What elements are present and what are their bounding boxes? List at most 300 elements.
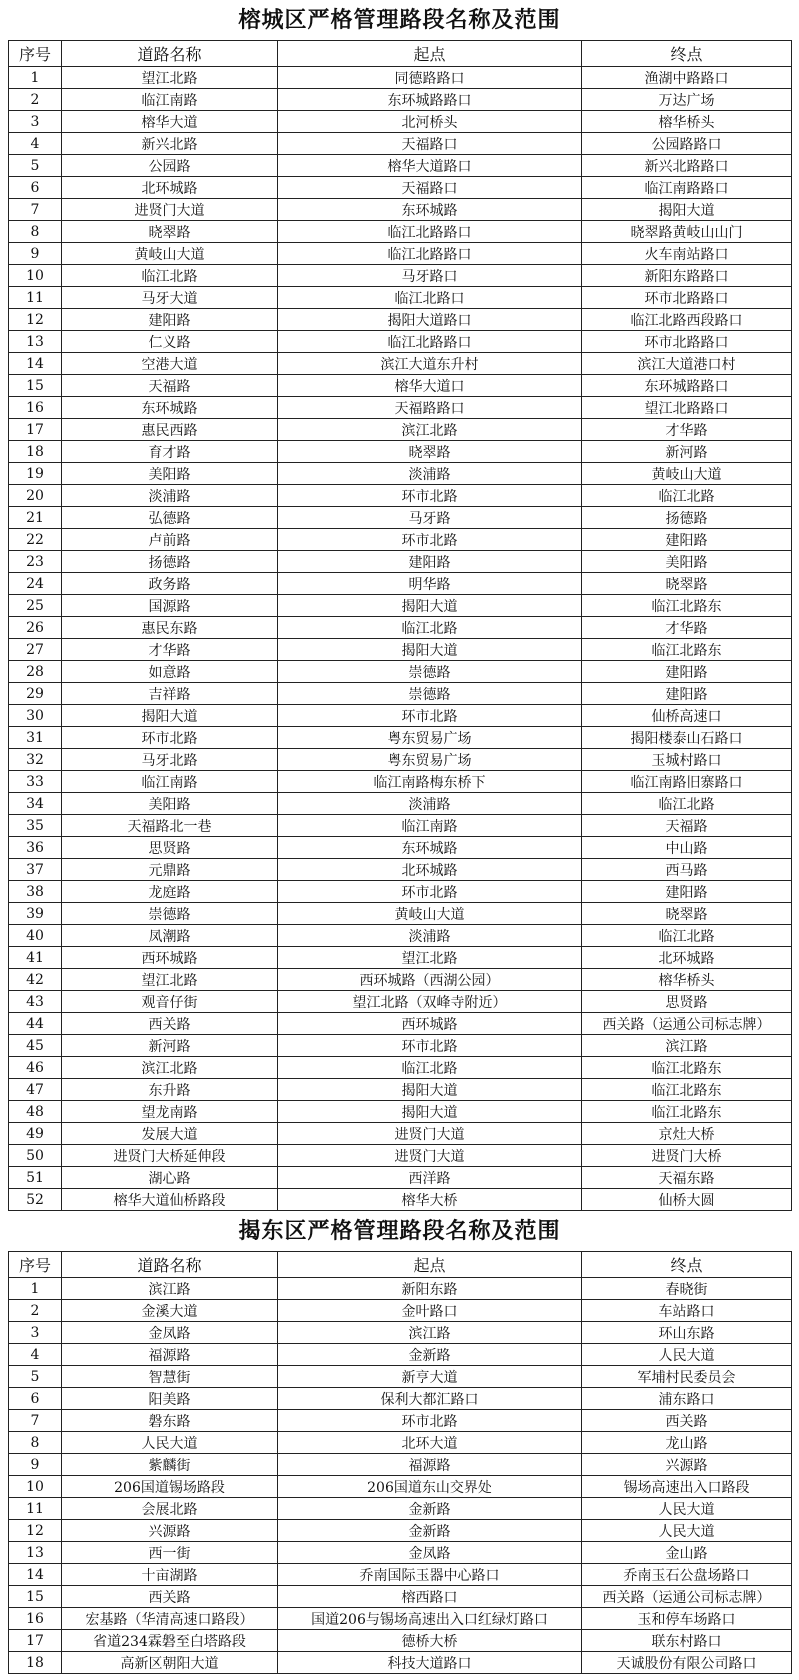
cell-end-point: 临江北路 — [582, 925, 792, 947]
cell-end-point: 春晓街 — [582, 1278, 792, 1300]
cell-start-point: 明华路 — [278, 573, 582, 595]
header-road-name: 道路名称 — [62, 41, 278, 67]
cell-end-point: 临江北路东 — [582, 1101, 792, 1123]
cell-index: 42 — [9, 969, 62, 991]
section-title-jiedong: 揭东区严格管理路段名称及范围 — [238, 1218, 561, 1244]
cell-end-point: 天福路 — [582, 815, 792, 837]
cell-index: 5 — [9, 155, 62, 177]
cell-index: 3 — [9, 111, 62, 133]
cell-start-point: 马牙路 — [278, 507, 582, 529]
cell-index: 15 — [9, 375, 62, 397]
cell-start-point: 金凤路 — [278, 1542, 582, 1564]
cell-road-name: 公园路 — [62, 155, 278, 177]
cell-index: 7 — [9, 1410, 62, 1432]
cell-end-point: 北环城路 — [582, 947, 792, 969]
cell-start-point: 临江北路口 — [278, 287, 582, 309]
table-row — [9, 375, 792, 397]
table-row — [9, 287, 792, 309]
table-row — [9, 1498, 792, 1520]
table-row — [9, 441, 792, 463]
cell-index: 27 — [9, 639, 62, 661]
cell-start-point: 进贤门大道 — [278, 1123, 582, 1145]
road-table-rongcheng — [8, 40, 792, 1211]
cell-road-name: 湖心路 — [62, 1167, 278, 1189]
road-table-jiedong — [8, 1251, 792, 1674]
table-row — [9, 463, 792, 485]
cell-index: 1 — [9, 67, 62, 89]
cell-index: 15 — [9, 1586, 62, 1608]
cell-start-point: 北环大道 — [278, 1432, 582, 1454]
cell-start-point: 崇德路 — [278, 683, 582, 705]
cell-end-point: 浦东路口 — [582, 1388, 792, 1410]
cell-end-point: 才华路 — [582, 419, 792, 441]
table-row — [9, 1013, 792, 1035]
table-row — [9, 353, 792, 375]
cell-start-point: 国道206与锡场高速出入口红绿灯路口 — [278, 1608, 582, 1630]
header-end-point: 终点 — [582, 1252, 792, 1278]
table-row — [9, 1542, 792, 1564]
cell-index: 18 — [9, 441, 62, 463]
cell-end-point: 中山路 — [582, 837, 792, 859]
table-row — [9, 309, 792, 331]
table-row — [9, 1476, 792, 1498]
cell-index: 44 — [9, 1013, 62, 1035]
table-row — [9, 1432, 792, 1454]
cell-start-point: 天福路口 — [278, 133, 582, 155]
table-body-rongcheng — [9, 67, 792, 1211]
cell-end-point: 渔湖中路路口 — [582, 67, 792, 89]
table-row — [9, 595, 792, 617]
cell-start-point: 揭阳大道 — [278, 1079, 582, 1101]
cell-end-point: 临江南路旧寨路口 — [582, 771, 792, 793]
cell-start-point: 临江北路路口 — [278, 221, 582, 243]
cell-end-point: 临江北路 — [582, 793, 792, 815]
table-row — [9, 1079, 792, 1101]
cell-start-point: 西环城路（西湖公园） — [278, 969, 582, 991]
cell-end-point: 环市北路路口 — [582, 331, 792, 353]
cell-start-point: 东环城路 — [278, 837, 582, 859]
cell-index: 22 — [9, 529, 62, 551]
cell-road-name: 观音仔街 — [62, 991, 278, 1013]
table-row — [9, 573, 792, 595]
cell-start-point: 乔南国际玉器中心路口 — [278, 1564, 582, 1586]
cell-road-name: 临江南路 — [62, 771, 278, 793]
cell-end-point: 军埔村民委员会 — [582, 1366, 792, 1388]
cell-start-point: 望江北路 — [278, 947, 582, 969]
cell-road-name: 吉祥路 — [62, 683, 278, 705]
table-row — [9, 749, 792, 771]
cell-index: 19 — [9, 463, 62, 485]
table-row — [9, 903, 792, 925]
table-header-row — [9, 41, 792, 67]
cell-end-point: 临江北路东 — [582, 1079, 792, 1101]
cell-start-point: 滨江大道东升村 — [278, 353, 582, 375]
cell-index: 16 — [9, 397, 62, 419]
cell-index: 34 — [9, 793, 62, 815]
cell-end-point: 兴源路 — [582, 1454, 792, 1476]
cell-index: 11 — [9, 287, 62, 309]
cell-start-point: 北河桥头 — [278, 111, 582, 133]
cell-road-name: 黄岐山大道 — [62, 243, 278, 265]
cell-index: 6 — [9, 177, 62, 199]
cell-road-name: 仁义路 — [62, 331, 278, 353]
table-row — [9, 177, 792, 199]
table-row — [9, 859, 792, 881]
cell-end-point: 环山东路 — [582, 1322, 792, 1344]
cell-road-name: 磐东路 — [62, 1410, 278, 1432]
cell-end-point: 建阳路 — [582, 683, 792, 705]
table-row — [9, 1388, 792, 1410]
cell-road-name: 紫麟街 — [62, 1454, 278, 1476]
cell-start-point: 崇德路 — [278, 661, 582, 683]
cell-road-name: 榕华大道 — [62, 111, 278, 133]
table-row — [9, 331, 792, 353]
header-start-point: 起点 — [278, 41, 582, 67]
cell-road-name: 龙庭路 — [62, 881, 278, 903]
cell-end-point: 才华路 — [582, 617, 792, 639]
cell-start-point: 临江南路 — [278, 815, 582, 837]
table-row — [9, 1278, 792, 1300]
cell-end-point: 临江北路西段路口 — [582, 309, 792, 331]
header-road-name: 道路名称 — [62, 1252, 278, 1278]
table-row — [9, 419, 792, 441]
cell-road-name: 临江南路 — [62, 89, 278, 111]
cell-road-name: 人民大道 — [62, 1432, 278, 1454]
cell-index: 2 — [9, 1300, 62, 1322]
cell-end-point: 临江南路路口 — [582, 177, 792, 199]
cell-start-point: 德桥大桥 — [278, 1630, 582, 1652]
cell-index: 29 — [9, 683, 62, 705]
cell-end-point: 京灶大桥 — [582, 1123, 792, 1145]
cell-index: 20 — [9, 485, 62, 507]
cell-road-name: 西环城路 — [62, 947, 278, 969]
cell-end-point: 榕华桥头 — [582, 969, 792, 991]
table-row — [9, 991, 792, 1013]
cell-road-name: 建阳路 — [62, 309, 278, 331]
cell-start-point: 环市北路 — [278, 1035, 582, 1057]
cell-start-point: 进贤门大道 — [278, 1145, 582, 1167]
cell-index: 50 — [9, 1145, 62, 1167]
header-start-point: 起点 — [278, 1252, 582, 1278]
cell-index: 47 — [9, 1079, 62, 1101]
cell-road-name: 西关路 — [62, 1013, 278, 1035]
cell-road-name: 省道234霖磐至白塔路段 — [62, 1630, 278, 1652]
cell-start-point: 榕华大桥 — [278, 1189, 582, 1211]
cell-end-point: 临江北路东 — [582, 639, 792, 661]
cell-road-name: 卢前路 — [62, 529, 278, 551]
cell-start-point: 科技大道路口 — [278, 1652, 582, 1674]
cell-index: 16 — [9, 1608, 62, 1630]
cell-start-point: 滨江北路 — [278, 419, 582, 441]
cell-end-point: 玉城村路口 — [582, 749, 792, 771]
cell-road-name: 临江北路 — [62, 265, 278, 287]
cell-start-point: 金新路 — [278, 1344, 582, 1366]
cell-index: 40 — [9, 925, 62, 947]
cell-end-point: 龙山路 — [582, 1432, 792, 1454]
cell-index: 5 — [9, 1366, 62, 1388]
table-row — [9, 793, 792, 815]
table-row — [9, 881, 792, 903]
cell-index: 12 — [9, 309, 62, 331]
cell-index: 48 — [9, 1101, 62, 1123]
cell-road-name: 东环城路 — [62, 397, 278, 419]
cell-road-name: 美阳路 — [62, 793, 278, 815]
cell-end-point: 临江北路东 — [582, 1057, 792, 1079]
cell-start-point: 黄岐山大道 — [278, 903, 582, 925]
table-row — [9, 397, 792, 419]
table-row — [9, 1057, 792, 1079]
cell-road-name: 东升路 — [62, 1079, 278, 1101]
cell-road-name: 环市北路 — [62, 727, 278, 749]
cell-index: 18 — [9, 1652, 62, 1674]
cell-start-point: 建阳路 — [278, 551, 582, 573]
cell-index: 36 — [9, 837, 62, 859]
cell-start-point: 马牙路口 — [278, 265, 582, 287]
table-row — [9, 89, 792, 111]
cell-end-point: 环市北路路口 — [582, 287, 792, 309]
cell-start-point: 临江北路 — [278, 617, 582, 639]
table-row — [9, 1366, 792, 1388]
table-row — [9, 1520, 792, 1542]
cell-index: 38 — [9, 881, 62, 903]
cell-start-point: 揭阳大道 — [278, 1101, 582, 1123]
cell-road-name: 弘德路 — [62, 507, 278, 529]
table-row — [9, 947, 792, 969]
cell-road-name: 滨江路 — [62, 1278, 278, 1300]
cell-start-point: 环市北路 — [278, 485, 582, 507]
table-row — [9, 1608, 792, 1630]
cell-start-point: 206国道东山交界处 — [278, 1476, 582, 1498]
cell-index: 11 — [9, 1498, 62, 1520]
cell-road-name: 才华路 — [62, 639, 278, 661]
cell-road-name: 金凤路 — [62, 1322, 278, 1344]
cell-start-point: 金新路 — [278, 1498, 582, 1520]
cell-start-point: 天福路口 — [278, 177, 582, 199]
cell-start-point: 临江北路路口 — [278, 331, 582, 353]
cell-road-name: 崇德路 — [62, 903, 278, 925]
cell-road-name: 思贤路 — [62, 837, 278, 859]
cell-start-point: 临江北路 — [278, 1057, 582, 1079]
cell-start-point: 西环城路 — [278, 1013, 582, 1035]
cell-start-point: 临江北路路口 — [278, 243, 582, 265]
cell-road-name: 206国道锡场路段 — [62, 1476, 278, 1498]
cell-index: 9 — [9, 1454, 62, 1476]
cell-end-point: 联东村路口 — [582, 1630, 792, 1652]
cell-index: 4 — [9, 1344, 62, 1366]
cell-index: 43 — [9, 991, 62, 1013]
cell-index: 28 — [9, 661, 62, 683]
table-row — [9, 683, 792, 705]
cell-end-point: 人民大道 — [582, 1344, 792, 1366]
cell-end-point: 锡场高速出入口路段 — [582, 1476, 792, 1498]
cell-index: 8 — [9, 221, 62, 243]
table-row — [9, 1344, 792, 1366]
cell-road-name: 惠民东路 — [62, 617, 278, 639]
cell-index: 17 — [9, 419, 62, 441]
cell-start-point: 揭阳大道 — [278, 639, 582, 661]
table-row — [9, 133, 792, 155]
cell-start-point: 金叶路口 — [278, 1300, 582, 1322]
cell-end-point: 仙桥大圆 — [582, 1189, 792, 1211]
table-row — [9, 243, 792, 265]
cell-index: 8 — [9, 1432, 62, 1454]
cell-end-point: 揭阳楼泰山石路口 — [582, 727, 792, 749]
cell-road-name: 美阳路 — [62, 463, 278, 485]
cell-road-name: 会展北路 — [62, 1498, 278, 1520]
cell-index: 13 — [9, 331, 62, 353]
cell-end-point: 人民大道 — [582, 1498, 792, 1520]
cell-start-point: 榕西路口 — [278, 1586, 582, 1608]
cell-index: 51 — [9, 1167, 62, 1189]
table-row — [9, 815, 792, 837]
cell-index: 9 — [9, 243, 62, 265]
cell-end-point: 天诚股份有限公司路口 — [582, 1652, 792, 1674]
cell-index: 35 — [9, 815, 62, 837]
cell-end-point: 望江北路路口 — [582, 397, 792, 419]
cell-road-name: 揭阳大道 — [62, 705, 278, 727]
cell-road-name: 十亩湖路 — [62, 1564, 278, 1586]
cell-index: 6 — [9, 1388, 62, 1410]
cell-start-point: 粤东贸易广场 — [278, 727, 582, 749]
cell-start-point: 晓翠路 — [278, 441, 582, 463]
cell-start-point: 榕华大道口 — [278, 375, 582, 397]
header-index: 序号 — [9, 1252, 62, 1278]
cell-road-name: 金溪大道 — [62, 1300, 278, 1322]
table-row — [9, 1189, 792, 1211]
table-body-jiedong — [9, 1278, 792, 1674]
cell-index: 10 — [9, 265, 62, 287]
cell-index: 13 — [9, 1542, 62, 1564]
cell-road-name: 新河路 — [62, 1035, 278, 1057]
cell-index: 10 — [9, 1476, 62, 1498]
cell-start-point: 新阳东路 — [278, 1278, 582, 1300]
cell-end-point: 建阳路 — [582, 661, 792, 683]
cell-index: 26 — [9, 617, 62, 639]
cell-index: 23 — [9, 551, 62, 573]
cell-index: 46 — [9, 1057, 62, 1079]
cell-end-point: 公园路路口 — [582, 133, 792, 155]
cell-start-point: 东环城路路口 — [278, 89, 582, 111]
cell-end-point: 临江北路东 — [582, 595, 792, 617]
cell-end-point: 东环城路路口 — [582, 375, 792, 397]
cell-index: 45 — [9, 1035, 62, 1057]
cell-start-point: 新亨大道 — [278, 1366, 582, 1388]
cell-road-name: 西关路 — [62, 1586, 278, 1608]
cell-index: 39 — [9, 903, 62, 925]
cell-end-point: 晓翠路 — [582, 903, 792, 925]
cell-road-name: 望龙南路 — [62, 1101, 278, 1123]
header-index: 序号 — [9, 41, 62, 67]
cell-road-name: 空港大道 — [62, 353, 278, 375]
cell-end-point: 火车南站路口 — [582, 243, 792, 265]
cell-road-name: 滨江北路 — [62, 1057, 278, 1079]
table-row — [9, 199, 792, 221]
table-row — [9, 639, 792, 661]
cell-road-name: 福源路 — [62, 1344, 278, 1366]
header-end-point: 终点 — [582, 41, 792, 67]
table-row — [9, 111, 792, 133]
cell-road-name: 望江北路 — [62, 67, 278, 89]
cell-road-name: 榕华大道仙桥路段 — [62, 1189, 278, 1211]
cell-index: 2 — [9, 89, 62, 111]
cell-start-point: 金新路 — [278, 1520, 582, 1542]
cell-end-point: 进贤门大桥 — [582, 1145, 792, 1167]
table-row — [9, 969, 792, 991]
cell-road-name: 元鼎路 — [62, 859, 278, 881]
cell-end-point: 思贤路 — [582, 991, 792, 1013]
cell-start-point: 望江北路（双峰寺附近） — [278, 991, 582, 1013]
cell-start-point: 淡浦路 — [278, 793, 582, 815]
cell-end-point: 临江北路 — [582, 485, 792, 507]
table-row — [9, 1123, 792, 1145]
cell-end-point: 建阳路 — [582, 881, 792, 903]
cell-start-point: 环市北路 — [278, 1410, 582, 1432]
table-row — [9, 1564, 792, 1586]
cell-index: 24 — [9, 573, 62, 595]
cell-road-name: 扬德路 — [62, 551, 278, 573]
cell-end-point: 西关路（运通公司标志牌） — [582, 1586, 792, 1608]
table-row — [9, 925, 792, 947]
table-row — [9, 1145, 792, 1167]
table-row — [9, 1167, 792, 1189]
cell-road-name: 进贤门大桥延伸段 — [62, 1145, 278, 1167]
cell-start-point: 榕华大道路口 — [278, 155, 582, 177]
cell-road-name: 凤潮路 — [62, 925, 278, 947]
cell-road-name: 天福路 — [62, 375, 278, 397]
cell-index: 32 — [9, 749, 62, 771]
cell-road-name: 育才路 — [62, 441, 278, 463]
cell-road-name: 政务路 — [62, 573, 278, 595]
cell-start-point: 环市北路 — [278, 881, 582, 903]
cell-road-name: 阳美路 — [62, 1388, 278, 1410]
cell-end-point: 揭阳大道 — [582, 199, 792, 221]
cell-road-name: 智慧街 — [62, 1366, 278, 1388]
cell-index: 14 — [9, 353, 62, 375]
cell-index: 49 — [9, 1123, 62, 1145]
cell-road-name: 惠民西路 — [62, 419, 278, 441]
cell-road-name: 进贤门大道 — [62, 199, 278, 221]
cell-start-point: 临江南路梅东桥下 — [278, 771, 582, 793]
cell-start-point: 滨江路 — [278, 1322, 582, 1344]
cell-road-name: 国源路 — [62, 595, 278, 617]
cell-end-point: 乔南玉石公盘场路口 — [582, 1564, 792, 1586]
cell-start-point: 天福路路口 — [278, 397, 582, 419]
table-row — [9, 1035, 792, 1057]
table-row — [9, 1101, 792, 1123]
cell-end-point: 仙桥高速口 — [582, 705, 792, 727]
cell-end-point: 晓翠路 — [582, 573, 792, 595]
table-row — [9, 485, 792, 507]
cell-index: 17 — [9, 1630, 62, 1652]
cell-road-name: 宏基路（华清高速口路段） — [62, 1608, 278, 1630]
table-row — [9, 661, 792, 683]
cell-start-point: 环市北路 — [278, 529, 582, 551]
cell-road-name: 马牙北路 — [62, 749, 278, 771]
cell-end-point: 西关路（运通公司标志牌） — [582, 1013, 792, 1035]
cell-road-name: 兴源路 — [62, 1520, 278, 1542]
cell-start-point: 揭阳大道路口 — [278, 309, 582, 331]
cell-index: 37 — [9, 859, 62, 881]
table-row — [9, 1630, 792, 1652]
table-row — [9, 1652, 792, 1674]
cell-end-point: 天福东路 — [582, 1167, 792, 1189]
cell-index: 3 — [9, 1322, 62, 1344]
cell-index: 1 — [9, 1278, 62, 1300]
cell-end-point: 黄岐山大道 — [582, 463, 792, 485]
cell-index: 4 — [9, 133, 62, 155]
cell-end-point: 新兴北路路口 — [582, 155, 792, 177]
table-row — [9, 507, 792, 529]
